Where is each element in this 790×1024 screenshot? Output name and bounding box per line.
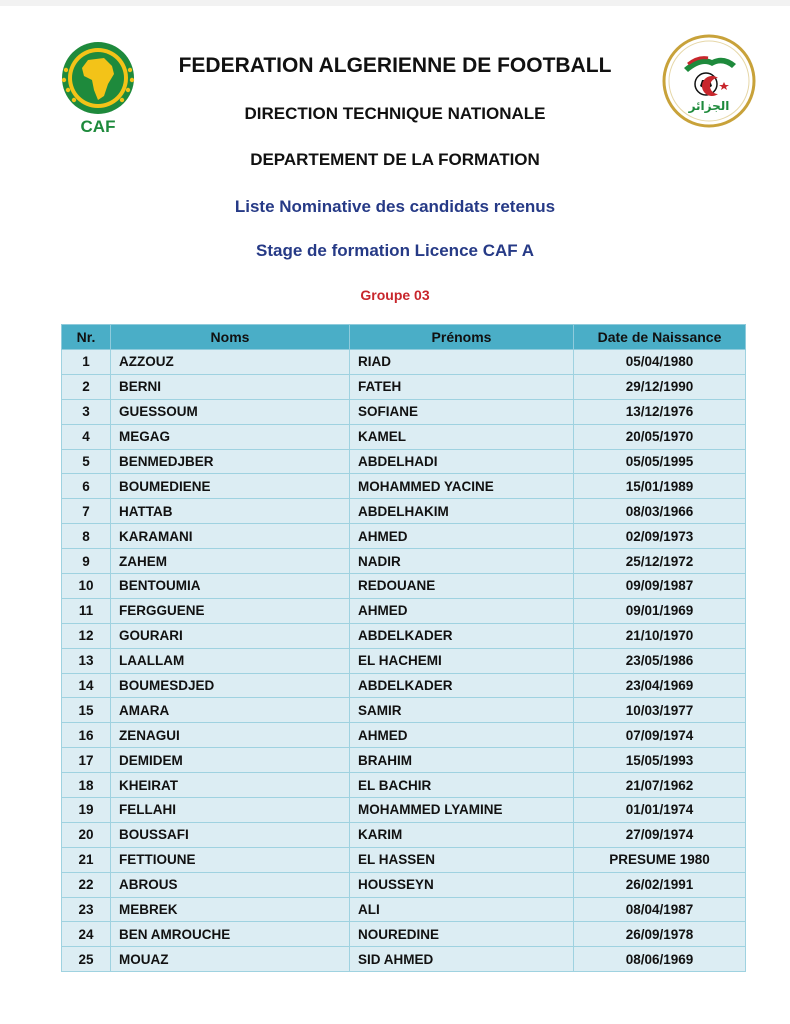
candidates-table — [61, 324, 746, 972]
cell-nom: KHEIRAT — [111, 773, 350, 798]
cell-date: 01/01/1974 — [574, 798, 746, 823]
table-row — [62, 374, 746, 399]
table-row — [62, 773, 746, 798]
cell-prenom: RIAD — [350, 350, 574, 375]
table-row — [62, 424, 746, 449]
cell-nom: ZENAGUI — [111, 723, 350, 748]
cell-nr: 4 — [62, 424, 111, 449]
cell-nr: 21 — [62, 847, 111, 872]
cell-date: 10/03/1977 — [574, 698, 746, 723]
table-row — [62, 474, 746, 499]
cell-nom: ZAHEM — [111, 549, 350, 574]
cell-date: 02/09/1973 — [574, 524, 746, 549]
cell-prenom: BRAHIM — [350, 748, 574, 773]
cell-date: 27/09/1974 — [574, 822, 746, 847]
caf-logo-text: CAF — [80, 117, 116, 136]
cell-nr: 13 — [62, 648, 111, 673]
cell-nom: MOUAZ — [111, 947, 350, 972]
cell-date: 05/05/1995 — [574, 449, 746, 474]
cell-date: 09/01/1969 — [574, 598, 746, 623]
cell-nr: 6 — [62, 474, 111, 499]
cell-nom: KARAMANI — [111, 524, 350, 549]
cell-nom: BOUMEDIENE — [111, 474, 350, 499]
cell-date: 15/05/1993 — [574, 748, 746, 773]
cell-prenom: AHMED — [350, 524, 574, 549]
cell-date: 05/04/1980 — [574, 350, 746, 375]
cell-date: 23/05/1986 — [574, 648, 746, 673]
cell-prenom: SID AHMED — [350, 947, 574, 972]
cell-date: 07/09/1974 — [574, 723, 746, 748]
cell-prenom: NADIR — [350, 549, 574, 574]
cell-date: 13/12/1976 — [574, 399, 746, 424]
cell-prenom: HOUSSEYN — [350, 872, 574, 897]
cell-nr: 1 — [62, 350, 111, 375]
cell-nom: FELLAHI — [111, 798, 350, 823]
cell-prenom: KARIM — [350, 822, 574, 847]
cell-date: PRESUME 1980 — [574, 847, 746, 872]
table-row — [62, 623, 746, 648]
group-label: Groupe 03 — [360, 287, 430, 303]
cell-nr: 2 — [62, 374, 111, 399]
cell-nom: MEGAG — [111, 424, 350, 449]
table-row — [62, 922, 746, 947]
cell-prenom: NOUREDINE — [350, 922, 574, 947]
cell-nom: DEMIDEM — [111, 748, 350, 773]
faf-logo-text: الجزائر — [688, 99, 730, 113]
cell-nr: 12 — [62, 623, 111, 648]
cell-nom: BOUMESDJED — [111, 673, 350, 698]
table-row — [62, 648, 746, 673]
cell-prenom: ABDELKADER — [350, 623, 574, 648]
table-row — [62, 798, 746, 823]
table-row — [62, 698, 746, 723]
cell-prenom: FATEH — [350, 374, 574, 399]
table-row — [62, 673, 746, 698]
table-row — [62, 574, 746, 599]
table-row — [62, 748, 746, 773]
table-row — [62, 499, 746, 524]
cell-nom: BERNI — [111, 374, 350, 399]
cell-nom: BOUSSAFI — [111, 822, 350, 847]
table-row — [62, 399, 746, 424]
cell-nom: HATTAB — [111, 499, 350, 524]
cell-prenom: MOHAMMED LYAMINE — [350, 798, 574, 823]
cell-prenom: AHMED — [350, 723, 574, 748]
cell-nom: GOURARI — [111, 623, 350, 648]
cell-nom: AMARA — [111, 698, 350, 723]
table-header-row — [62, 325, 746, 350]
cell-nom: LAALLAM — [111, 648, 350, 673]
cell-date: 29/12/1990 — [574, 374, 746, 399]
cell-nr: 25 — [62, 947, 111, 972]
cell-prenom: KAMEL — [350, 424, 574, 449]
cell-date: 08/04/1987 — [574, 897, 746, 922]
cell-nom: BEN AMROUCHE — [111, 922, 350, 947]
cell-date: 15/01/1989 — [574, 474, 746, 499]
cell-nr: 3 — [62, 399, 111, 424]
cell-nr: 20 — [62, 822, 111, 847]
cell-nr: 10 — [62, 574, 111, 599]
cell-nom: FERGGUENE — [111, 598, 350, 623]
direction-title: DIRECTION TECHNIQUE NATIONALE — [244, 104, 546, 123]
cell-date: 09/09/1987 — [574, 574, 746, 599]
table-row — [62, 822, 746, 847]
table-row — [62, 872, 746, 897]
table-row — [62, 598, 746, 623]
cell-date: 26/09/1978 — [574, 922, 746, 947]
cell-date: 26/02/1991 — [574, 872, 746, 897]
table-row — [62, 350, 746, 375]
cell-nr: 8 — [62, 524, 111, 549]
table-row — [62, 549, 746, 574]
cell-prenom: ALI — [350, 897, 574, 922]
cell-prenom: EL HASSEN — [350, 847, 574, 872]
cell-nom: BENTOUMIA — [111, 574, 350, 599]
cell-nr: 18 — [62, 773, 111, 798]
cell-nom: AZZOUZ — [111, 350, 350, 375]
cell-date: 23/04/1969 — [574, 673, 746, 698]
header-noms: Noms — [111, 325, 350, 350]
cell-date: 20/05/1970 — [574, 424, 746, 449]
cell-nr: 23 — [62, 897, 111, 922]
cell-prenom: ABDELKADER — [350, 673, 574, 698]
table-row — [62, 723, 746, 748]
cell-prenom: ABDELHAKIM — [350, 499, 574, 524]
cell-nr: 22 — [62, 872, 111, 897]
header-prenoms: Prénoms — [350, 325, 574, 350]
cell-prenom: SOFIANE — [350, 399, 574, 424]
cell-prenom: AHMED — [350, 598, 574, 623]
cell-nom: GUESSOUM — [111, 399, 350, 424]
course-title: Stage de formation Licence CAF A — [255, 241, 535, 260]
list-title: Liste Nominative des candidats retenus — [234, 197, 556, 216]
table-row — [62, 897, 746, 922]
cell-date: 08/06/1969 — [574, 947, 746, 972]
cell-nr: 15 — [62, 698, 111, 723]
cell-nom: MEBREK — [111, 897, 350, 922]
table-row — [62, 449, 746, 474]
page-top-edge — [0, 0, 790, 6]
cell-nr: 14 — [62, 673, 111, 698]
cell-nr: 24 — [62, 922, 111, 947]
table-row — [62, 847, 746, 872]
cell-nr: 11 — [62, 598, 111, 623]
cell-nom: FETTIOUNE — [111, 847, 350, 872]
cell-nom: ABROUS — [111, 872, 350, 897]
header-date-naissance: Date de Naissance — [574, 325, 746, 350]
cell-nom: BENMEDJBER — [111, 449, 350, 474]
cell-prenom: ABDELHADI — [350, 449, 574, 474]
department-title: DEPARTEMENT DE LA FORMATION — [250, 150, 540, 169]
federation-title: FEDERATION ALGERIENNE DE FOOTBALL — [178, 54, 612, 77]
cell-prenom: REDOUANE — [350, 574, 574, 599]
cell-date: 25/12/1972 — [574, 549, 746, 574]
cell-prenom: EL HACHEMI — [350, 648, 574, 673]
cell-date: 21/10/1970 — [574, 623, 746, 648]
cell-nr: 16 — [62, 723, 111, 748]
cell-nr: 19 — [62, 798, 111, 823]
cell-prenom: SAMIR — [350, 698, 574, 723]
table-row — [62, 524, 746, 549]
header-nr: Nr. — [62, 325, 111, 350]
table-row — [62, 947, 746, 972]
cell-nr: 7 — [62, 499, 111, 524]
cell-prenom: EL BACHIR — [350, 773, 574, 798]
cell-date: 21/07/1962 — [574, 773, 746, 798]
cell-nr: 9 — [62, 549, 111, 574]
cell-prenom: MOHAMMED YACINE — [350, 474, 574, 499]
cell-nr: 5 — [62, 449, 111, 474]
cell-date: 08/03/1966 — [574, 499, 746, 524]
cell-nr: 17 — [62, 748, 111, 773]
